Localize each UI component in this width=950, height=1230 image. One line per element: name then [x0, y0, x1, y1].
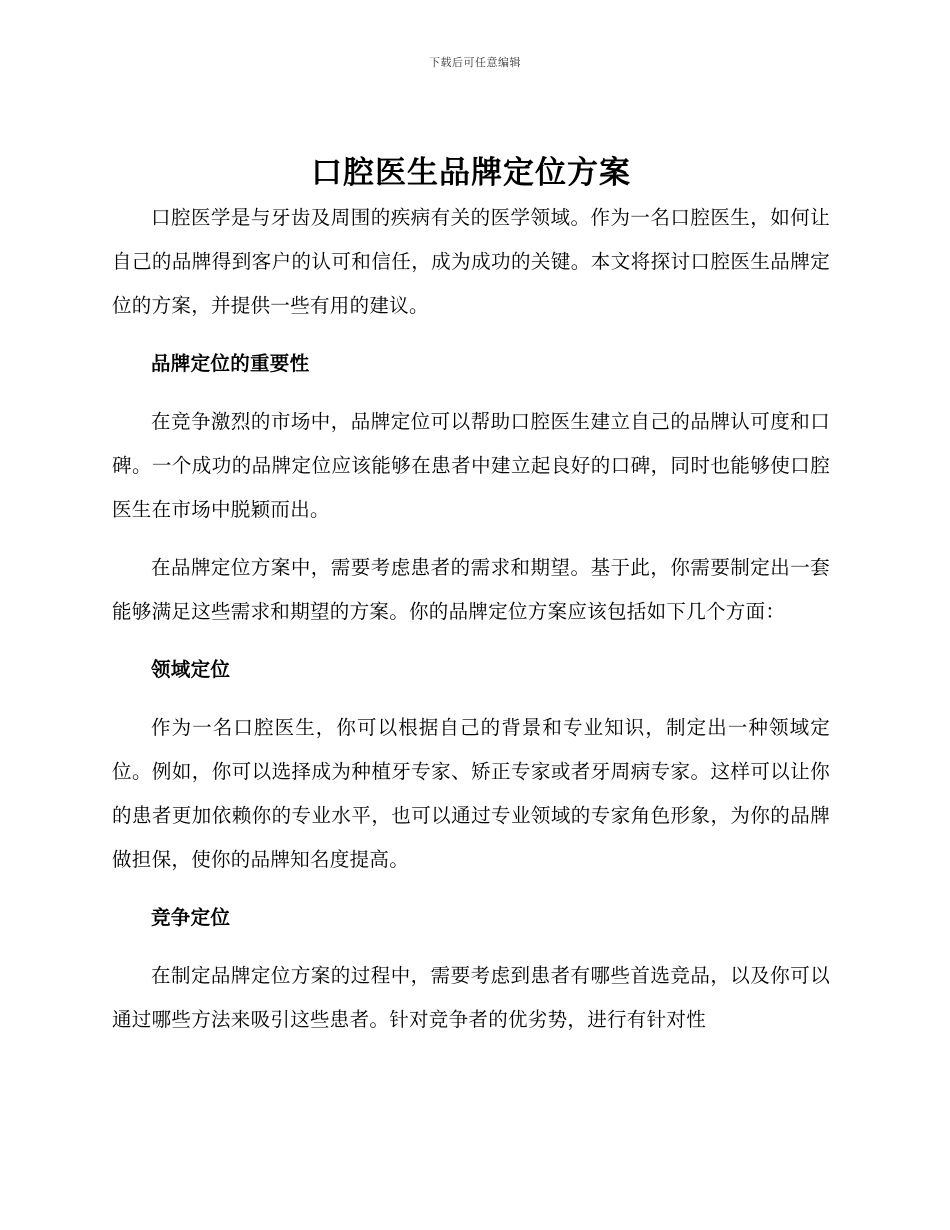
section-paragraph: 作为一名口腔医生，你可以根据自己的背景和专业知识，制定出一种领域定位。例如，你可以选择成为种植牙专家、矫正专家或者牙周病专家。这样可以让你的患者更加依赖你的专业水平，也可以通过专业领域的专家角色形象，为你的品牌做担保，使你的品牌知名度提高。 [112, 716, 830, 871]
section-heading-field-positioning: 领域定位 [151, 658, 231, 681]
section-heading-competitive-positioning: 竞争定位 [151, 906, 231, 929]
page-header: 下载后可任意编辑 [429, 56, 521, 69]
intro-paragraph: 口腔医学是与牙齿及周围的疾病有关的医学领域。作为一名口腔医生，如何让自己的品牌得到客户的认可和信任，成为成功的关键。本文将探讨口腔医生品牌定位的方案，并提供一些有用的建议。 [112, 206, 830, 317]
section-paragraph: 在品牌定位方案中，需要考虑患者的需求和期望。基于此，你需要制定出一套能够满足这些需求和期望的方案。你的品牌定位方案应该包括如下几个方面： [112, 556, 830, 623]
section-paragraph: 在制定品牌定位方案的过程中，需要考虑到患者有哪些首选竞品，以及你可以通过哪些方法来吸引这些患者。针对竞争者的优劣势，进行有针对性 [112, 964, 830, 1031]
section-paragraph: 在竞争激烈的市场中，品牌定位可以帮助口腔医生建立自己的品牌认可度和口碑。一个成功的品牌定位应该能够在患者中建立起良好的口碑，同时也能够使口腔医生在市场中脱颖而出。 [112, 410, 830, 521]
document-title: 口腔医生品牌定位方案 [311, 155, 631, 191]
document-body [112, 150, 830, 1042]
section-heading-importance: 品牌定位的重要性 [151, 352, 310, 375]
